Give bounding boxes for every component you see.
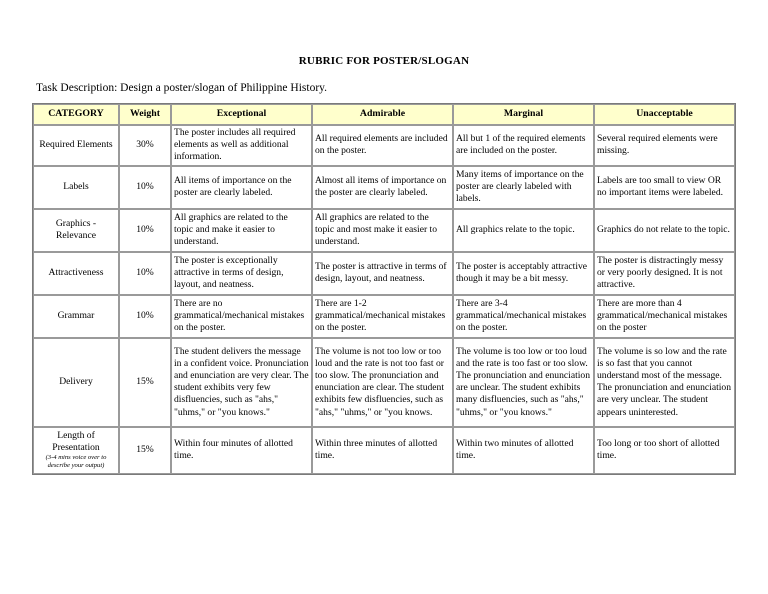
exceptional-cell: All graphics are related to the topic and make it easier to understand. xyxy=(171,209,312,252)
marginal-cell: Many items of importance on the poster are clearly labeled with labels. xyxy=(453,166,594,209)
weight-cell: 15% xyxy=(119,338,171,427)
exceptional-cell: Within four minutes of allotted time. xyxy=(171,427,312,474)
unacceptable-cell: Several required elements were missing. xyxy=(594,125,735,166)
header-admirable: Admirable xyxy=(312,104,453,125)
unacceptable-cell: There are more than 4 grammatical/mechanical mistakes on the poster xyxy=(594,295,735,338)
admirable-cell: All required elements are included on the poster. xyxy=(312,125,453,166)
header-marginal: Marginal xyxy=(453,104,594,125)
header-category: CATEGORY xyxy=(33,104,119,125)
unacceptable-cell: Labels are too small to view OR no important items were labeled. xyxy=(594,166,735,209)
marginal-cell: Within two minutes of allotted time. xyxy=(453,427,594,474)
admirable-cell: All graphics are related to the topic and most make it easier to understand. xyxy=(312,209,453,252)
rubric-table xyxy=(32,103,736,475)
exceptional-cell: There are no grammatical/mechanical mistakes on the poster. xyxy=(171,295,312,338)
header-unacceptable: Unacceptable xyxy=(594,104,735,125)
category-label: Length of Presentation xyxy=(52,429,100,454)
weight-cell: 10% xyxy=(119,209,171,252)
marginal-cell: The poster is acceptably attractive though it may be a bit messy. xyxy=(453,252,594,295)
weight-cell: 15% xyxy=(119,427,171,474)
unacceptable-cell: The volume is so low and the rate is so fast that you cannot understand most of the message. The pronunciation and enunciation are very unclear. The student appears uninterested. xyxy=(594,338,735,427)
weight-cell: 30% xyxy=(119,125,171,166)
table-row xyxy=(33,338,735,427)
exceptional-cell: All items of importance on the poster are clearly labeled. xyxy=(171,166,312,209)
category-cell: Attractiveness xyxy=(33,252,119,295)
category-cell: Labels xyxy=(33,166,119,209)
document-title: RUBRIC FOR POSTER/SLOGAN xyxy=(298,55,470,67)
admirable-cell: Almost all items of importance on the poster are clearly labeled. xyxy=(312,166,453,209)
category-cell: Grammar xyxy=(33,295,119,338)
weight-cell: 10% xyxy=(119,295,171,338)
weight-cell: 10% xyxy=(119,166,171,209)
admirable-cell: There are 1-2 grammatical/mechanical mistakes on the poster. xyxy=(312,295,453,338)
unacceptable-cell: Too long or too short of allotted time. xyxy=(594,427,735,474)
category-cell: Graphics - Relevance xyxy=(33,209,119,252)
admirable-cell: The poster is attractive in terms of design, layout, and neatness. xyxy=(312,252,453,295)
category-note: (3-4 mins voice over to describe your output) xyxy=(45,454,107,470)
category-cell: Required Elements xyxy=(33,125,119,166)
table-row xyxy=(33,427,735,474)
exceptional-cell: The poster is exceptionally attractive in terms of design, layout, and neatness. xyxy=(171,252,312,295)
admirable-cell: Within three minutes of allotted time. xyxy=(312,427,453,474)
table-row xyxy=(33,125,735,166)
table-row xyxy=(33,252,735,295)
marginal-cell: The volume is too low or too loud and the rate is too fast or too slow. The pronunciation and enunciation are unclear. The student exhibits many disfluencies, such as "ahs," "uhms," or "you knows." xyxy=(453,338,594,427)
admirable-cell: The volume is not too low or too loud and the rate is not too fast or too slow. The pronunciation and enunciation are clear. The student exhibits few disfluencies, such as "ahs," "uhms," or "you knows. xyxy=(312,338,453,427)
exceptional-cell: The student delivers the message in a confident voice. Pronunciation and enunciation are very clear. The student exhibits very few disfluencies, such as "ahs," "uhms," or "you knows." xyxy=(171,338,312,427)
marginal-cell: All but 1 of the required elements are included on the poster. xyxy=(453,125,594,166)
task-description: Task Description: Design a poster/slogan of Philippine History. xyxy=(36,82,328,94)
exceptional-cell: The poster includes all required elements as well as additional information. xyxy=(171,125,312,166)
header-weight: Weight xyxy=(119,104,171,125)
weight-cell: 10% xyxy=(119,252,171,295)
table-row xyxy=(33,166,735,209)
table-row xyxy=(33,295,735,338)
header-exceptional: Exceptional xyxy=(171,104,312,125)
category-cell: Delivery xyxy=(33,338,119,427)
unacceptable-cell: The poster is distractingly messy or very poorly designed. It is not attractive. xyxy=(594,252,735,295)
marginal-cell: There are 3-4 grammatical/mechanical mistakes on the poster. xyxy=(453,295,594,338)
category-cell xyxy=(33,427,119,474)
unacceptable-cell: Graphics do not relate to the topic. xyxy=(594,209,735,252)
table-row xyxy=(33,209,735,252)
marginal-cell: All graphics relate to the topic. xyxy=(453,209,594,252)
header-row xyxy=(33,104,735,125)
